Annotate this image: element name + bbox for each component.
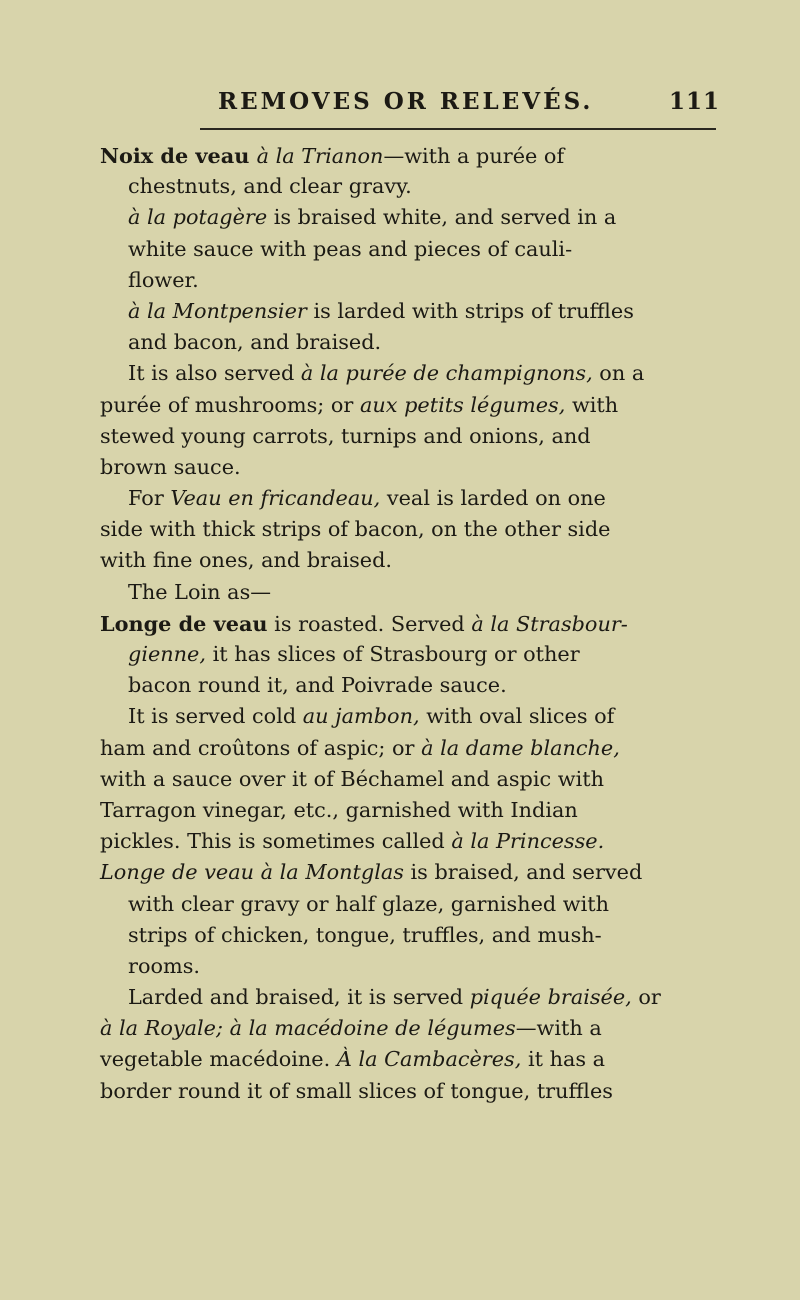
- text-run: purée of mushrooms; or: [100, 392, 360, 417]
- text-run: with fine ones, and braised.: [100, 548, 393, 573]
- text-run: strips of chicken, tongue, truffles, and mush-: [128, 922, 602, 947]
- text-line: [100, 826, 725, 857]
- text-run: brown sauce.: [100, 454, 241, 479]
- text-line: [100, 327, 725, 358]
- text-line: [100, 857, 725, 888]
- text-run: with a sauce over it of Béchamel and aspic with: [100, 766, 604, 791]
- italic-run: à la Montpensier: [128, 298, 307, 323]
- text-run: It is served cold: [128, 704, 303, 729]
- text-run: chestnuts, and clear gravy.: [128, 174, 412, 199]
- text-line: [100, 265, 725, 296]
- text-run: and bacon, and braised.: [128, 330, 382, 355]
- text-run: with: [565, 392, 619, 417]
- running-head: [0, 88, 800, 128]
- text-run: The Loin as—: [128, 579, 272, 604]
- entry-heading: Noix de veau: [100, 143, 257, 168]
- italic-run: À la Cambacères,: [336, 1047, 522, 1072]
- page-number: 111: [669, 88, 721, 115]
- text-line: [100, 452, 725, 483]
- text-line: [100, 639, 725, 670]
- text-line: [100, 140, 725, 171]
- text-run: stewed young carrots, turnips and onions, and: [100, 423, 591, 448]
- text-run: veal is larded on one: [380, 486, 606, 511]
- entry-heading: Longe de veau: [100, 610, 268, 636]
- text-run: is larded with strips of truffles: [306, 298, 634, 323]
- text-line: [100, 296, 725, 327]
- text-run: is braised white, and served in a: [267, 205, 617, 230]
- text-line: [100, 889, 725, 920]
- text-line: [100, 701, 725, 732]
- text-run: is braised, and served: [403, 860, 643, 885]
- italic-run: au jambon,: [302, 704, 420, 729]
- text-run: ham and croûtons of aspic; or: [100, 735, 422, 760]
- text-line: [100, 171, 725, 202]
- italic-run: à la Princesse.: [451, 829, 605, 854]
- italic-run: à la Royale; à la macédoine de légumes: [100, 1016, 516, 1041]
- italic-run: aux petits légumes,: [359, 392, 566, 417]
- text-run: bacon round it, and Poivrade sauce.: [128, 673, 507, 698]
- text-line: [100, 421, 725, 452]
- text-run: —with a: [515, 1016, 602, 1041]
- text-line: [100, 514, 725, 545]
- text-run: Tarragon vinegar, etc., garnished with Indian: [100, 797, 578, 822]
- text-line: [100, 608, 725, 639]
- italic-run: piquée braisée,: [469, 985, 632, 1010]
- text-line: [100, 1013, 725, 1044]
- text-run: on a: [592, 361, 645, 386]
- text-line: [100, 202, 725, 233]
- text-run: For: [128, 486, 171, 511]
- text-line: [100, 1076, 725, 1107]
- text-line: [100, 920, 725, 951]
- text-line: [100, 545, 725, 576]
- text-run: It is also served: [128, 361, 301, 386]
- text-line: [100, 982, 725, 1013]
- text-run: vegetable macédoine.: [100, 1047, 337, 1072]
- text-line: [100, 577, 725, 608]
- text-line: [100, 390, 725, 421]
- italic-run: gienne,: [128, 642, 206, 666]
- italic-run: à la purée de champignons,: [300, 361, 593, 386]
- text-line: [100, 733, 725, 764]
- italic-run: Veau en fricandeau,: [170, 486, 381, 511]
- italic-run: à la dame blanche,: [421, 735, 620, 760]
- text-run: rooms.: [128, 953, 200, 978]
- text-line: [100, 795, 725, 826]
- text-line: [100, 670, 725, 701]
- text-run: or: [631, 985, 661, 1010]
- text-line: [100, 483, 725, 514]
- text-line: [100, 358, 725, 389]
- italic-run: à la Trianon: [256, 144, 384, 168]
- italic-run: Longe de veau à la Montglas: [100, 860, 404, 885]
- text-line: [100, 951, 725, 982]
- italic-run: à la potagère: [128, 205, 268, 230]
- text-run: is roasted. Served: [267, 611, 472, 636]
- text-run: it has a: [521, 1047, 606, 1072]
- text-run: flower.: [128, 267, 199, 292]
- italic-run: à la Strasbour-: [471, 611, 628, 636]
- text-line: [100, 1044, 725, 1075]
- header-rule: [200, 128, 716, 130]
- text-run: border round it of small slices of tongue, truffles: [100, 1078, 613, 1103]
- text-line: [100, 764, 725, 795]
- text-run: —with a purée of: [383, 144, 565, 168]
- body-text: [100, 140, 725, 1107]
- text-run: pickles. This is sometimes called: [100, 829, 452, 854]
- text-run: Larded and braised, it is served: [128, 985, 470, 1010]
- text-run: it has slices of Strasbourg or other: [205, 642, 580, 666]
- text-run: with oval slices of: [419, 704, 615, 729]
- text-run: white sauce with peas and pieces of cauli-: [128, 236, 573, 261]
- text-run: with clear gravy or half glaze, garnished with: [128, 891, 610, 916]
- running-head-title: REMOVES OR RELEVÉS.: [218, 88, 594, 115]
- text-line: [100, 234, 725, 265]
- text-run: side with thick strips of bacon, on the other side: [100, 517, 611, 542]
